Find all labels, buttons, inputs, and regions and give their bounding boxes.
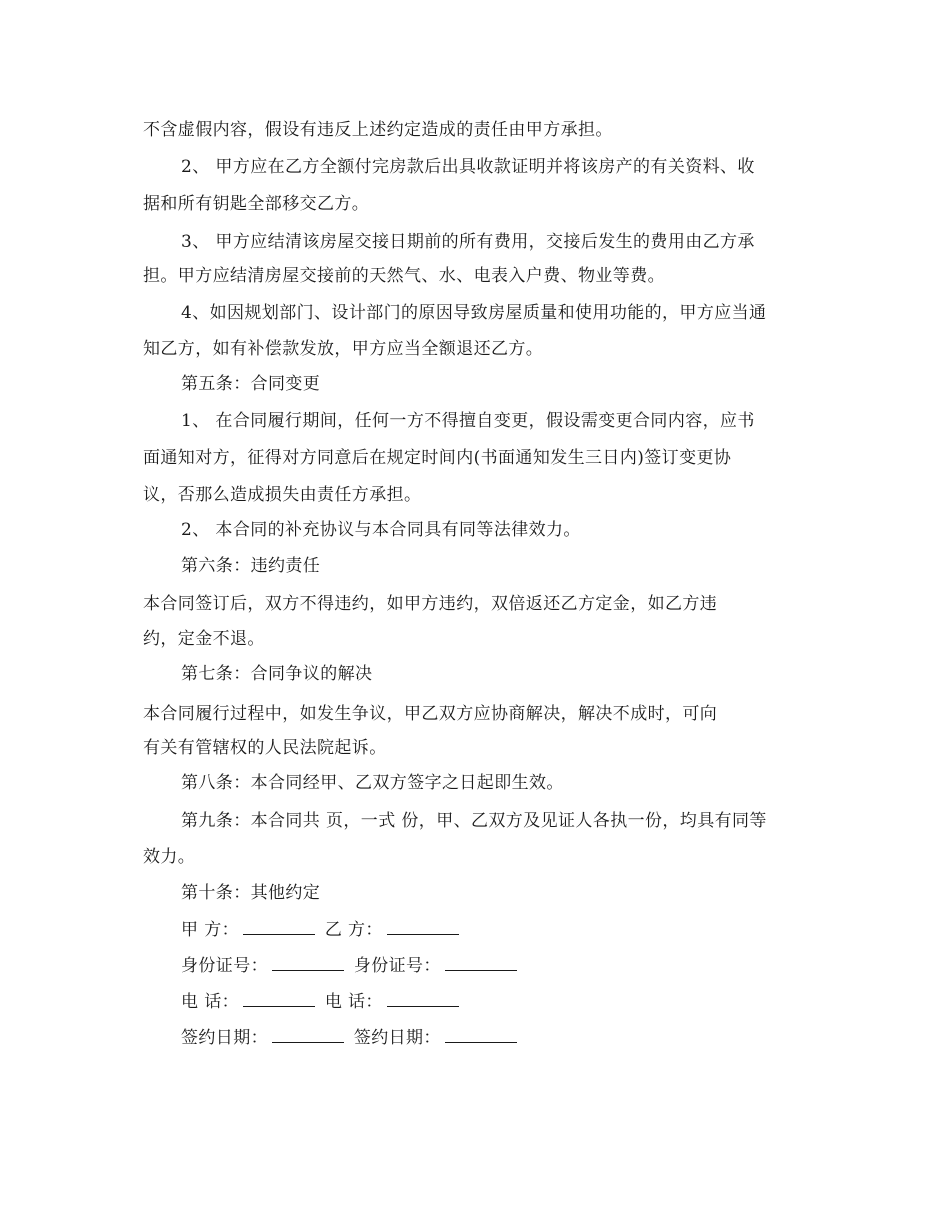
phone-b-label: 电 话： bbox=[324, 992, 383, 1012]
id-b-field[interactable] bbox=[445, 956, 517, 971]
paragraph-line: 效力。 bbox=[143, 847, 196, 867]
signature-row-phone bbox=[181, 991, 463, 1013]
signature-row-date bbox=[181, 1027, 521, 1049]
id-a-label: 身份证号： bbox=[181, 956, 268, 976]
paragraph-line: 知乙方，如有补偿款发放，甲方应当全额退还乙方。 bbox=[143, 339, 544, 359]
paragraph-line: 本合同签订后，双方不得违约，如甲方违约，双倍返还乙方定金，如乙方违 bbox=[143, 594, 718, 614]
party-a-label: 甲 方： bbox=[181, 920, 240, 940]
party-b-field[interactable] bbox=[387, 920, 459, 935]
phone-a-label: 电 话： bbox=[181, 992, 240, 1012]
paragraph-line: 有关有管辖权的人民法院起诉。 bbox=[143, 738, 387, 758]
paragraph-line: 面通知对方，征得对方同意后在规定时间内(书面通知发生三日内)签订变更协 bbox=[143, 448, 732, 468]
party-a-field[interactable] bbox=[243, 920, 315, 935]
signature-row-id bbox=[181, 955, 521, 977]
paragraph-line: 议，否那么造成损失由责任方承担。 bbox=[143, 485, 422, 505]
section-heading: 第六条：违约责任 bbox=[181, 556, 321, 576]
paragraph-line: 约，定金不退。 bbox=[143, 629, 265, 649]
paragraph-line: 担。甲方应结清房屋交接前的天然气、水、电表入户费、物业等费。 bbox=[143, 266, 665, 286]
date-a-label: 签约日期： bbox=[181, 1028, 268, 1048]
signature-row-party bbox=[181, 919, 463, 941]
id-b-label: 身份证号： bbox=[353, 956, 441, 976]
section-heading: 第七条：合同争议的解决 bbox=[181, 664, 373, 684]
section-heading: 第十条：其他约定 bbox=[181, 883, 321, 903]
paragraph-line: 1、 在合同履行期间，任何一方不得擅自变更，假设需变更合同内容，应书 bbox=[181, 411, 755, 431]
section-heading: 第八条：本合同经甲、乙双方签字之日起即生效。 bbox=[181, 773, 564, 793]
paragraph-line: 3、 甲方应结清该房屋交接日期前的所有费用，交接后发生的费用由乙方承 bbox=[181, 232, 755, 252]
paragraph-line: 第九条：本合同共 页，一式 份，甲、乙双方及见证人各执一份，均具有同等 bbox=[181, 811, 767, 831]
paragraph-line: 4、如因规划部门、设计部门的原因导致房屋质量和使用功能的，甲方应当通 bbox=[181, 303, 767, 323]
id-a-field[interactable] bbox=[272, 956, 344, 971]
paragraph-line: 本合同履行过程中，如发生争议，甲乙双方应协商解决，解决不成时，可向 bbox=[143, 704, 718, 724]
party-b-label: 乙 方： bbox=[324, 920, 383, 940]
phone-a-field[interactable] bbox=[243, 992, 315, 1007]
section-heading: 第五条：合同变更 bbox=[181, 374, 321, 394]
paragraph-line: 不含虚假内容，假设有违反上述约定造成的责任由甲方承担。 bbox=[143, 120, 613, 140]
paragraph-line: 2、 甲方应在乙方全额付完房款后出具收款证明并将该房产的有关资料、收 bbox=[181, 157, 755, 177]
date-b-label: 签约日期： bbox=[353, 1028, 441, 1048]
date-b-field[interactable] bbox=[445, 1028, 517, 1043]
paragraph-line: 据和所有钥匙全部移交乙方。 bbox=[143, 194, 370, 214]
phone-b-field[interactable] bbox=[387, 992, 459, 1007]
paragraph-line: 2、 本合同的补充协议与本合同具有同等法律效力。 bbox=[181, 520, 581, 540]
date-a-field[interactable] bbox=[272, 1028, 344, 1043]
